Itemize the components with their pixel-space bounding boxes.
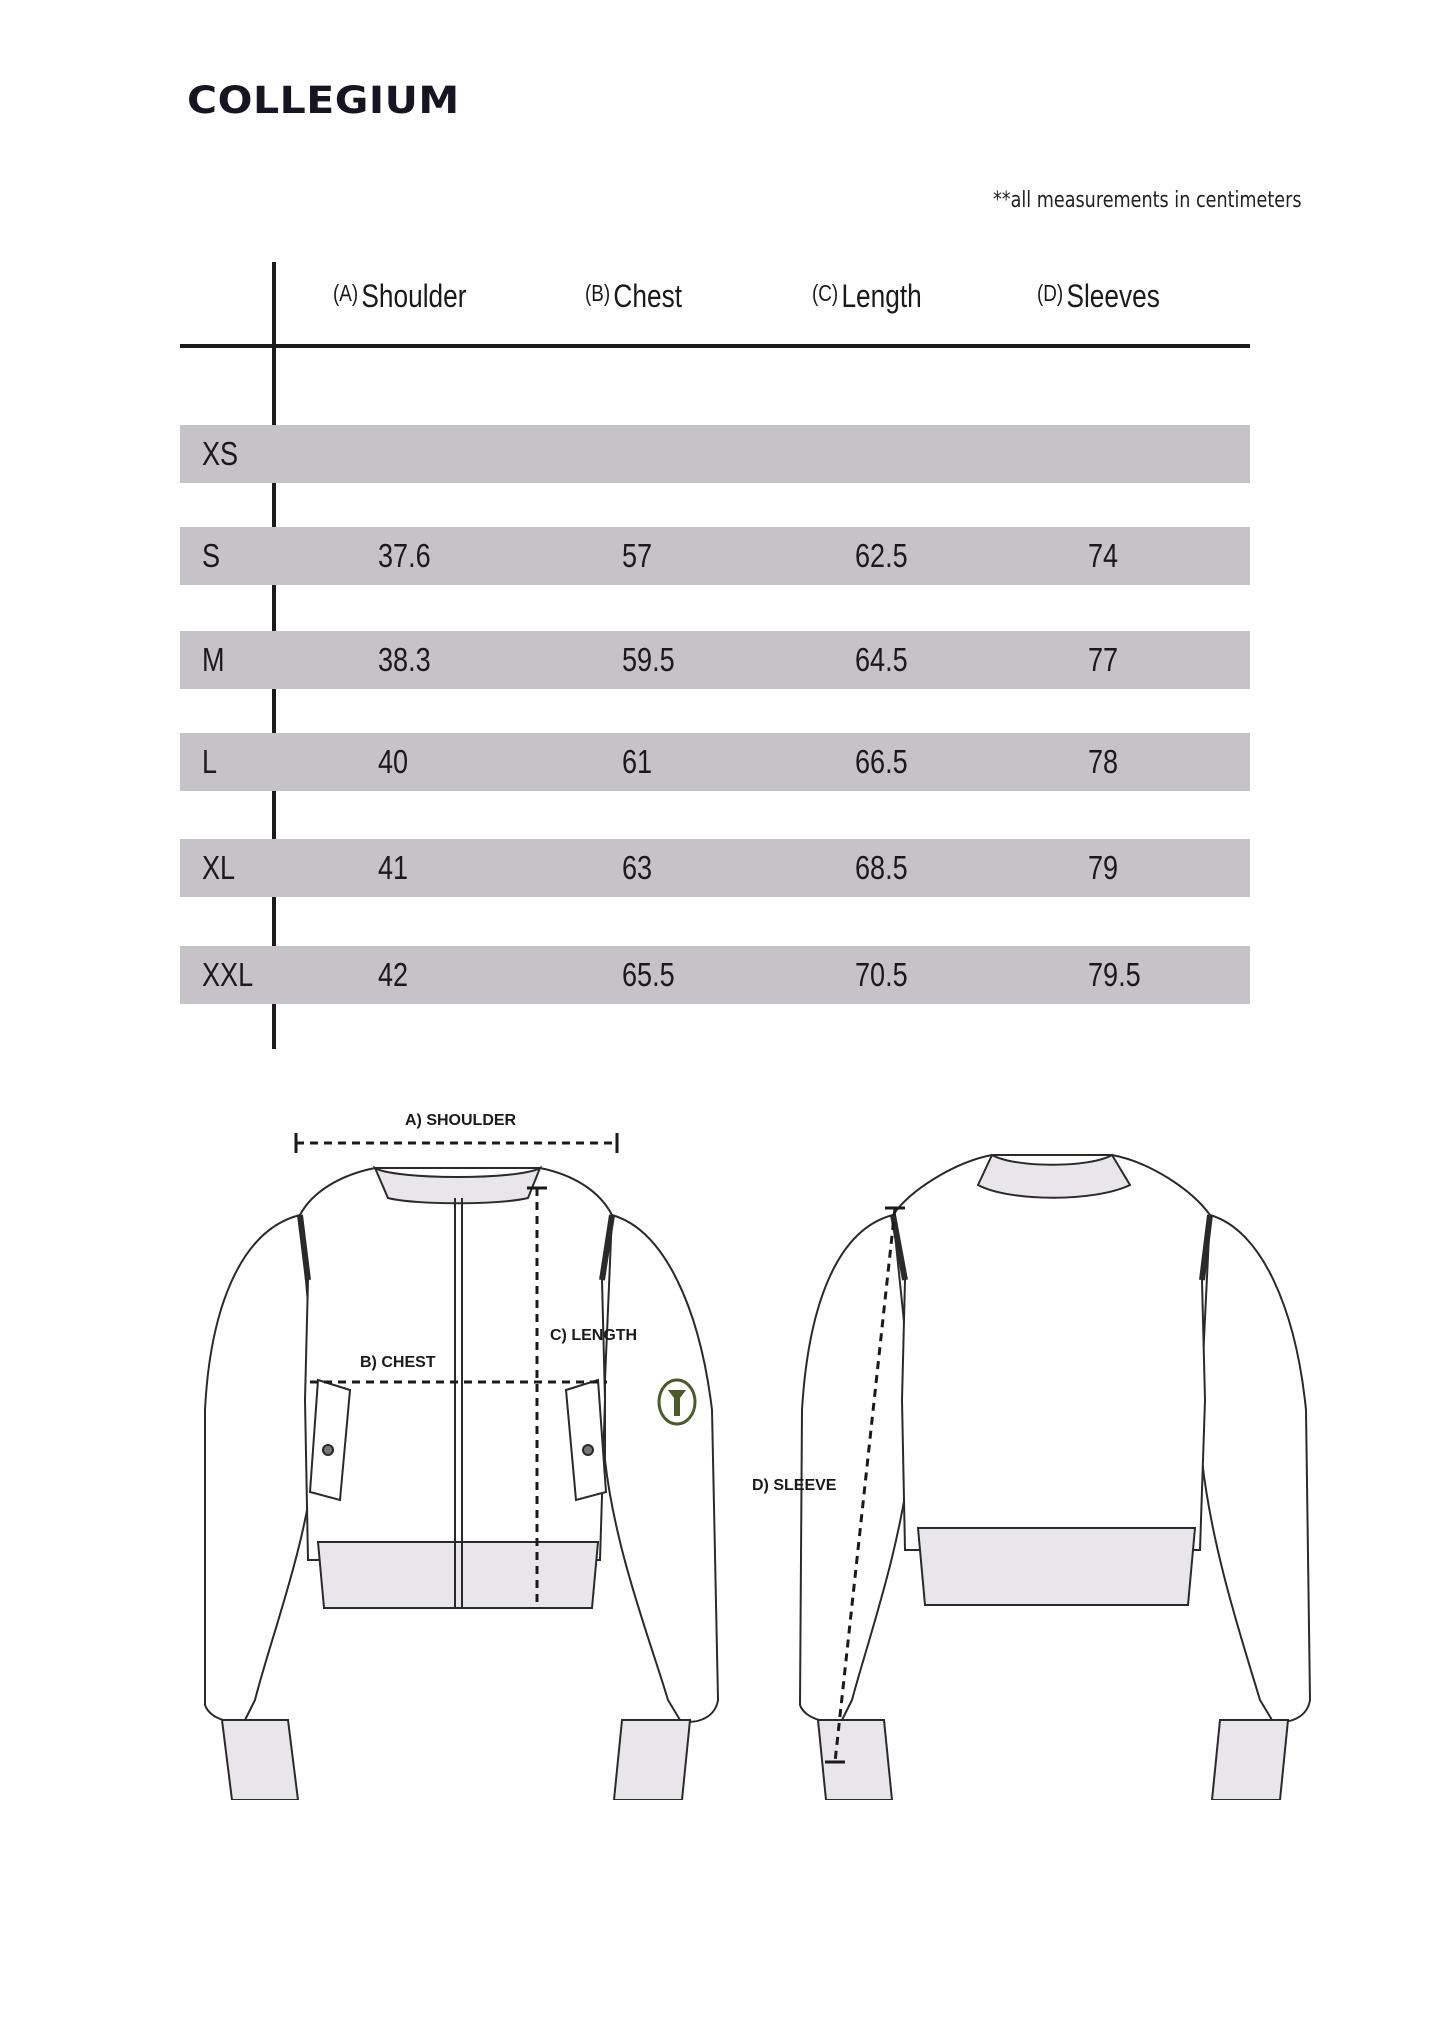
column-header-shoulder: [333, 278, 466, 315]
sleeves-value: 79: [1088, 849, 1119, 886]
column-letter: (A): [333, 280, 359, 306]
sleeves-value: 79.5: [1088, 956, 1141, 993]
column-name: Sleeves: [1066, 278, 1160, 314]
column-letter: (B): [585, 280, 611, 306]
column-header-chest: [585, 278, 682, 315]
measurement-note: **all measurements in centimeters: [993, 188, 1302, 213]
length-value: 62.5: [855, 537, 908, 574]
column-letter: (D): [1037, 280, 1064, 306]
bomber-jacket-back-icon: [800, 1155, 1310, 1800]
label-chest: B) CHEST: [360, 1354, 436, 1371]
size-label: L: [202, 743, 218, 780]
chest-value: 57: [622, 537, 653, 574]
shoulder-value: 42: [378, 956, 409, 993]
label-shoulder: A) SHOULDER: [405, 1112, 517, 1129]
sleeves-value: 74: [1088, 537, 1119, 574]
length-value: 68.5: [855, 849, 908, 886]
chest-value: 65.5: [622, 956, 675, 993]
shoulder-value: 37.6: [378, 537, 431, 574]
shoulder-value: 41: [378, 849, 409, 886]
size-label: XXL: [202, 956, 254, 993]
column-header-sleeves: [1037, 278, 1160, 315]
sleeve-badge-icon: [659, 1380, 695, 1424]
size-label: XS: [202, 435, 239, 472]
shoulder-value: 38.3: [378, 641, 431, 678]
column-header-length: [812, 278, 922, 315]
sleeves-value: 77: [1088, 641, 1119, 678]
label-length: C) LENGTH: [550, 1327, 638, 1344]
measurement-diagram: [0, 1080, 1440, 1800]
column-name: Shoulder: [361, 278, 467, 314]
sleeves-value: 78: [1088, 743, 1119, 780]
bomber-jacket-front-icon: [205, 1168, 718, 1800]
length-value: 66.5: [855, 743, 908, 780]
chest-value: 63: [622, 849, 653, 886]
length-value: 70.5: [855, 956, 908, 993]
label-sleeve: D) SLEEVE: [752, 1477, 837, 1494]
brand-logo: COLLEGIUM: [187, 78, 460, 123]
column-name: Chest: [613, 278, 682, 314]
size-label: XL: [202, 849, 236, 886]
column-letter: (C): [812, 280, 839, 306]
table-row: [180, 425, 1250, 483]
size-label: M: [202, 641, 225, 678]
shoulder-value: 40: [378, 743, 409, 780]
size-label: S: [202, 537, 221, 574]
table-header-divider: [180, 344, 1250, 348]
chest-value: 61: [622, 743, 653, 780]
chest-value: 59.5: [622, 641, 675, 678]
column-name: Length: [841, 278, 922, 314]
length-value: 64.5: [855, 641, 908, 678]
